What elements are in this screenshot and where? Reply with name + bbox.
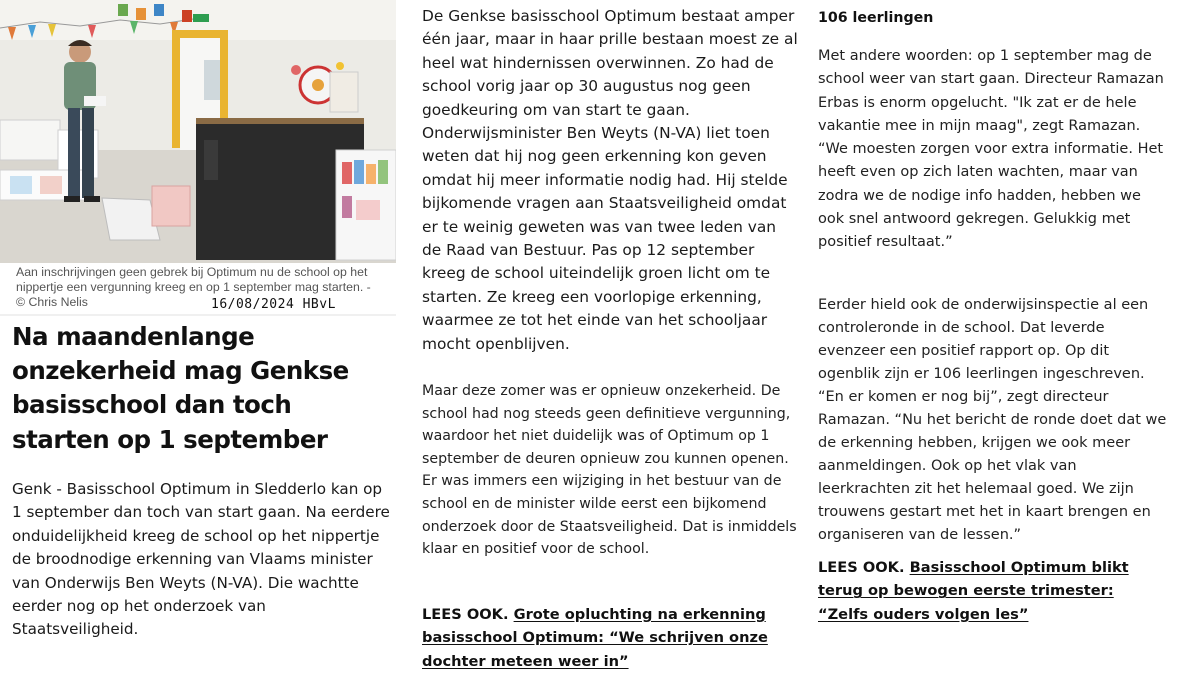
read-more-2 <box>818 556 1168 626</box>
read-more-prefix: LEES OOK. <box>818 559 905 576</box>
body-paragraph-4: Eerder hield ook de onderwijsinspectie al een controleronde in de school. Dat leverde evenzeer een positief rapport op. Op dit ogenblik zijn er 106 leerlingen ingeschreven. “En er komen er nog bij”, zegt directeur Ramazan. “Nu het bericht de ronde doet dat we de erkenning hebben, krijgen we ook meer aanmeldingen. Ook op het vlak van leerkrachten zit het helemaal goed. We zijn trouwens gestart met het in kaart brengen en organiseren van de lessen.” <box>818 297 1167 543</box>
read-more-prefix: LEES OOK. <box>422 606 509 623</box>
read-more-link-2[interactable]: Basisschool Optimum blikt terug op bewogen eerste trimester: “Zelfs ouders volgen les” <box>818 559 1129 623</box>
divider <box>0 314 396 316</box>
section-subheading: 106 leerlingen <box>818 10 934 26</box>
left-column <box>0 0 396 639</box>
read-more-1 <box>422 603 792 673</box>
article-photo[interactable] <box>0 0 396 263</box>
photo-caption: Aan inschrijvingen geen gebrek bij Optimum nu de school op het nippertje een vergunning kreeg en op 1 september mag starten. - © Chris Nelis <box>16 265 371 310</box>
body-paragraph-2: Maar deze zomer was er opnieuw onzekerheid. De school had nog steeds geen definitieve vergunning, waardoor het niet duidelijk was of Optimum op 1 september de deuren opnieuw zou kunnen openen. Er was immers een wijziging in het bestuur van de school en de minister wilde eerst een bijkomend onderzoek door de Staatsveiligheid. Dat is inmiddels klaar en positief voor de school. <box>422 383 797 558</box>
article-headline: Na maandenlange onzekerheid mag Genkse basisschool dan toch starten op 1 september <box>12 322 349 454</box>
read-more-link-1[interactable]: Grote opluchting na erkenning basisschool Optimum: “We schrijven onze dochter meteen weer in” <box>422 606 768 670</box>
date-stamp: 16/08/2024 HBvL <box>211 297 336 312</box>
body-paragraph-1: De Genkse basisschool Optimum bestaat amper één jaar, maar in haar prille bestaan moest ze al heel wat hindernissen overwinnen. Zo had de school vorig jaar op 30 augustus nog geen goedkeuring om van start te gaan. Onderwijsminister Ben Weyts (N-VA) liet toen weten dat hij nog geen erkenning kon geven omdat hij meer informatie nodig had. Hij stelde bijkomende vragen aan Staatsveiligheid omdat er te weinig geweten was van twee leden van de Raad van Bestuur. Pas op 12 september kreeg de school uiteindelijk groen licht om te starten. Ze kreeg een voorlopige erkenning, waarmee ze tot het einde van het schooljaar mocht openblijven. <box>422 7 798 353</box>
classroom-photo-illustration <box>0 0 396 263</box>
body-paragraph-3: Met andere woorden: op 1 september mag de school weer van start gaan. Directeur Ramazan Erbas is enorm opgelucht. "Ik zat er de hele vakantie mee in mijn maag", zegt Ramazan. “We moesten zorgen voor extra informatie. Het heeft even op zich laten wachten, maar van zodra we de nodige info hadden, hebben we ook snel antwoord gekregen. Gelukkig met positief resultaat.” <box>818 48 1164 251</box>
article-lead: Genk - Basisschool Optimum in Sledderlo kan op 1 september dan toch van start gaan. Na eerdere onduidelijkheid kreeg de school op het nippertje de broodnodige erkenning van Vlaams minister van Onderwijs Ben Weyts (N-VA). Die wachtte eerder nog op het onderzoek van Staatsveiligheid. <box>12 480 390 639</box>
